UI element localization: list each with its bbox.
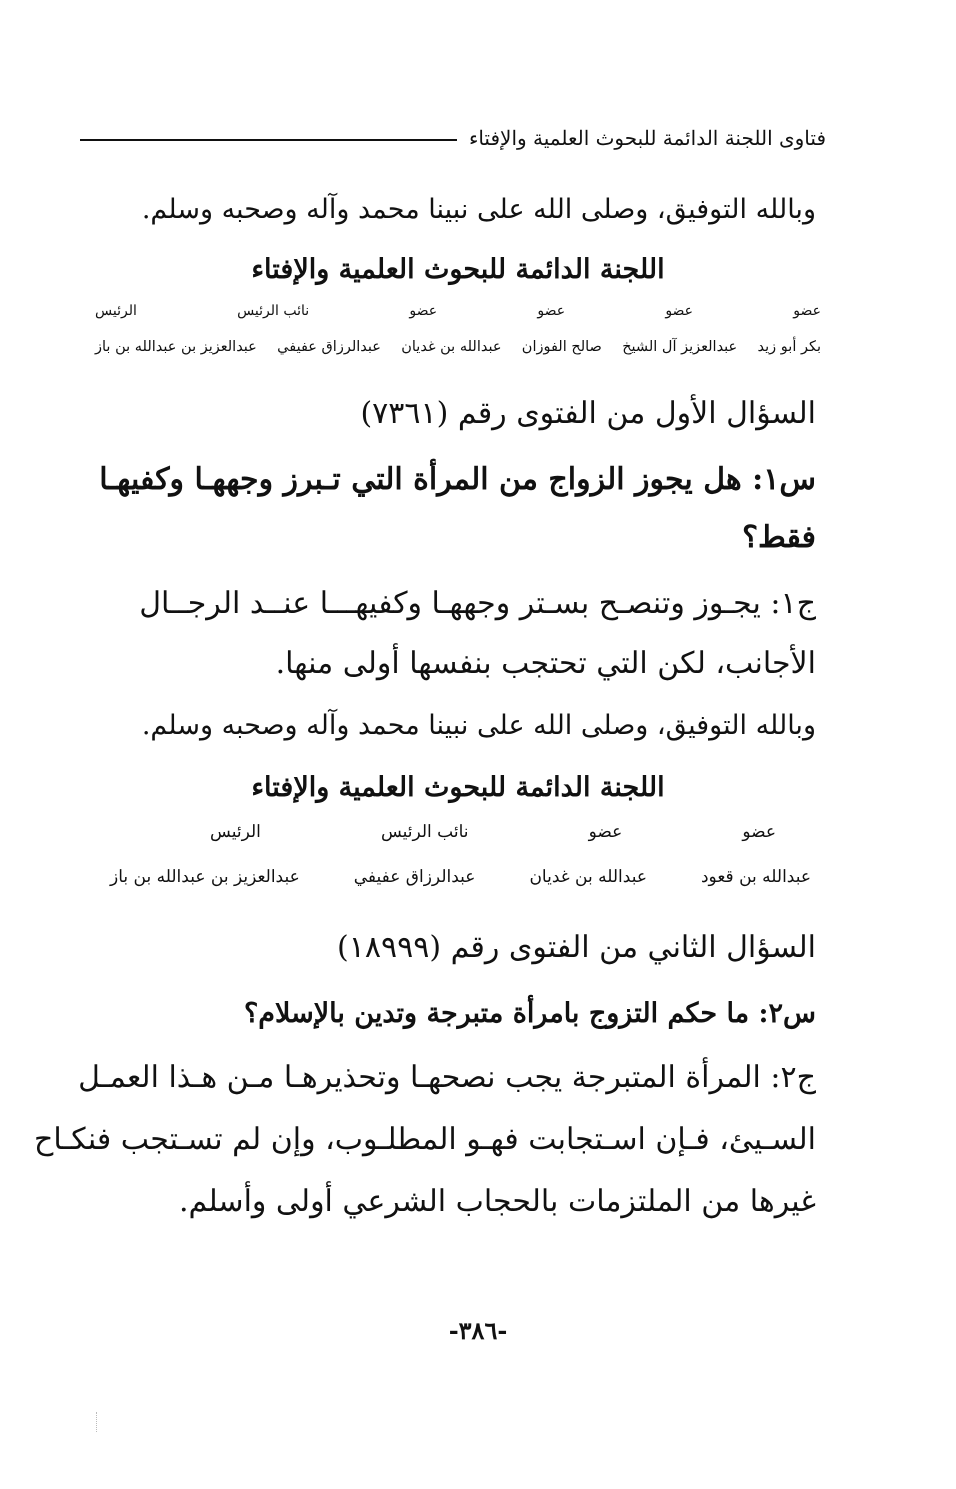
sig-name: عبدالله بن غديان xyxy=(401,339,502,355)
signature-names-1 xyxy=(95,339,821,355)
scan-specks xyxy=(96,1412,101,1432)
answer-2-line1: ج٢: المرأة المتبرجة يجب نصحهـا وتحذيرهـا مـن هـذا العمـل xyxy=(78,1060,816,1095)
answer-2-line2: السـيئ، فـإن اسـتجابت فهـو المطلـوب، وإن لم تسـتجب فنكـاح xyxy=(33,1122,816,1157)
sig-name: عبدالله بن قعود xyxy=(700,867,811,887)
sig-name: عبدالرزاق عفيفي xyxy=(277,339,381,355)
sig-name: عبدالعزيز بن عبدالله بن باز xyxy=(110,867,300,887)
sig-title: نائب الرئيس xyxy=(237,303,310,319)
sig-name: بكر أبو زيد xyxy=(757,339,821,355)
signature-titles-1 xyxy=(95,303,821,319)
running-header xyxy=(80,118,826,158)
sig-name: عبدالله بن غديان xyxy=(529,867,647,887)
sig-title: عضو xyxy=(537,303,566,319)
header-rule xyxy=(80,139,457,141)
sig-name: عبدالعزيز آل الشيخ xyxy=(622,339,738,355)
signature-titles-2 xyxy=(210,822,776,842)
sig-name: صالح الفوزان xyxy=(521,339,602,355)
sig-title: عضو xyxy=(742,822,776,842)
closing-prayer-2: وبالله التوفيق، وصلى الله على نبينا محمد وآله وصحبه وسلم. xyxy=(141,710,816,741)
question-2-text: س٢: ما حكم التزوج بامرأة متبرجة وتدين بالإسلام؟ xyxy=(243,998,816,1029)
closing-prayer-1: وبالله التوفيق، وصلى الله على نبينا محمد وآله وصحبه وسلم. xyxy=(141,194,816,225)
sig-title: نائب الرئيس xyxy=(380,822,469,842)
question-1-heading: السؤال الأول من الفتوى رقم (٧٣٦١) xyxy=(360,396,816,431)
signature-names-2 xyxy=(110,867,811,887)
sig-title: الرئيس xyxy=(210,822,261,842)
sig-title: الرئيس xyxy=(95,303,137,319)
sig-title: عضو xyxy=(588,822,623,842)
committee-title-1: اللجنة الدائمة للبحوث العلمية والإفتاء xyxy=(251,254,665,285)
question-1-text-line1: س١: هل يجوز الزواج من المرأة التي تـبرز وجههـا وكفيهـا xyxy=(99,462,816,497)
question-2-heading: السؤال الثاني من الفتوى رقم (١٨٩٩٩) xyxy=(337,930,816,965)
sig-title: عضو xyxy=(793,303,821,319)
sig-title: عضو xyxy=(665,303,694,319)
sig-name: عبدالعزيز بن عبدالله بن باز xyxy=(95,339,257,355)
answer-1-line2: الأجانب، لكن التي تحتجب بنفسها أولى منها. xyxy=(275,646,816,681)
committee-title-2: اللجنة الدائمة للبحوث العلمية والإفتاء xyxy=(251,772,665,803)
answer-2-line3: غيرها من الملتزمات بالحجاب الشرعي أولى وأسلم. xyxy=(179,1184,816,1219)
question-1-text-line2: فقط؟ xyxy=(742,520,816,555)
answer-1-line1: ج١: يجـوز وتنصـح بسـتر وجههـا وكفيهـــا عنــد الرجــال xyxy=(139,586,816,621)
sig-title: عضو xyxy=(409,303,438,319)
header-title: فتاوى اللجنة الدائمة للبحوث العلمية والإفتاء xyxy=(468,126,826,150)
page-number: -٣٨٦- xyxy=(448,1316,508,1345)
sig-name: عبدالرزاق عفيفي xyxy=(353,867,476,887)
